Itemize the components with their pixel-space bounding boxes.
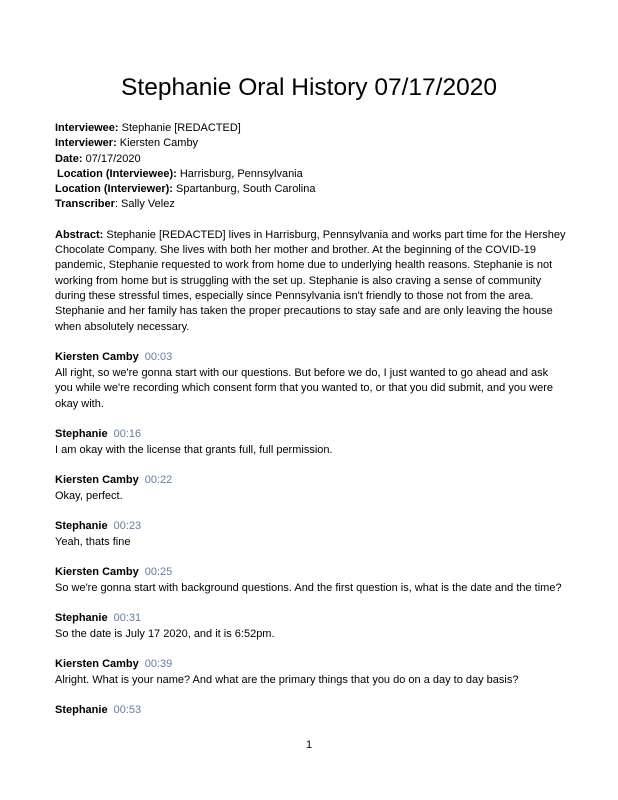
meta-label: Interviewer: xyxy=(55,137,117,150)
utterance-text: I am okay with the license that grants full, full permission. xyxy=(55,443,333,456)
transcript-turn xyxy=(55,657,567,689)
timestamp: 00:53 xyxy=(113,704,142,717)
meta-value: Harrisburg, Pennsylvania xyxy=(176,167,303,180)
transcript-turn xyxy=(55,703,567,718)
transcript-turn xyxy=(55,611,567,643)
speaker-name: Kiersten Camby xyxy=(55,565,139,578)
metadata-block xyxy=(55,121,567,213)
timestamp: 00:03 xyxy=(144,350,173,363)
meta-label: Date: xyxy=(55,152,83,165)
timestamp: 00:22 xyxy=(144,473,173,486)
utterance-text: Yeah, thats fine xyxy=(55,536,131,549)
meta-date xyxy=(55,152,567,167)
transcript-turn xyxy=(55,473,567,505)
meta-transcriber xyxy=(55,197,567,212)
speaker-name: Kiersten Camby xyxy=(55,350,139,363)
meta-value: : Sally Velez xyxy=(114,198,175,211)
speaker-name: Kiersten Camby xyxy=(55,658,139,671)
meta-interviewer xyxy=(55,136,567,151)
meta-value: Kiersten Camby xyxy=(116,137,199,150)
meta-location-interviewer xyxy=(55,182,567,197)
transcript-turn xyxy=(55,519,567,551)
utterance-text: So we're gonna start with background questions. And the first question is, what is the date and the time? xyxy=(55,582,562,595)
transcript-turn xyxy=(55,565,567,597)
speaker-line xyxy=(55,519,567,534)
speaker-name: Stephanie xyxy=(55,519,108,532)
meta-label: Location (Interviewee): xyxy=(57,167,177,180)
timestamp: 00:25 xyxy=(144,565,173,578)
meta-value: Stephanie [REDACTED] xyxy=(118,122,241,134)
timestamp: 00:31 xyxy=(113,611,142,624)
transcript-turn xyxy=(55,350,567,412)
meta-label: Interviewee: xyxy=(55,122,119,134)
timestamp: 00:23 xyxy=(113,519,142,532)
meta-label: Transcriber xyxy=(55,198,115,211)
transcript-turn xyxy=(55,427,567,459)
abstract-paragraph xyxy=(55,228,567,335)
abstract-label: Abstract: xyxy=(55,228,104,241)
timestamp: 00:39 xyxy=(144,658,173,671)
utterance-text: So the date is July 17 2020, and it is 6:52pm. xyxy=(55,628,275,641)
speaker-line xyxy=(55,565,567,580)
utterance-text: All right, so we're gonna start with our questions. But before we do, I just wanted to go ahead and ask you while we're recording which consent form that you wanted to, or that you did submit, and you were okay with. xyxy=(55,367,553,410)
speaker-name: Stephanie xyxy=(55,611,108,624)
speaker-line xyxy=(55,657,567,672)
document-body xyxy=(55,121,567,718)
speaker-line xyxy=(55,611,567,626)
speaker-line xyxy=(55,473,567,488)
speaker-name: Stephanie xyxy=(55,704,108,717)
meta-location-interviewee xyxy=(55,167,567,182)
speaker-line xyxy=(55,703,567,718)
meta-value: Spartanburg, South Carolina xyxy=(172,183,316,196)
speaker-name: Kiersten Camby xyxy=(55,473,139,486)
meta-interviewee xyxy=(55,121,567,136)
utterance-text: Okay, perfect. xyxy=(55,489,123,502)
meta-label: Location (Interviewer): xyxy=(55,183,173,196)
abstract-text: Stephanie [REDACTED] lives in Harrisburg, Pennsylvania and works part time for the Hershey Chocolate Company. She lives with both her mother and brother. At the beginning of the COVID-19 pandemic, Stephanie requested to work from home due to underlying health reasons. Stephanie is not working from home but is struggling with the set up. Stephanie is also craving a sense of community during these stressful times, especially since Pennsylvania isn't friendly to those not from the area. Stephanie and her family has taken the proper precautions to stay safe and are only leaving the house when absolutely necessary. xyxy=(55,228,566,333)
speaker-name: Stephanie xyxy=(55,427,108,440)
speaker-line xyxy=(55,427,567,442)
page-title: Stephanie Oral History 07/17/2020 xyxy=(121,74,497,101)
transcript xyxy=(55,350,567,719)
utterance-text: Alright. What is your name? And what are the primary things that you do on a day to day basis? xyxy=(55,674,519,687)
page-number: 1 xyxy=(305,739,313,751)
timestamp: 00:16 xyxy=(113,427,142,440)
meta-value: 07/17/2020 xyxy=(82,152,141,165)
speaker-line xyxy=(55,350,567,365)
